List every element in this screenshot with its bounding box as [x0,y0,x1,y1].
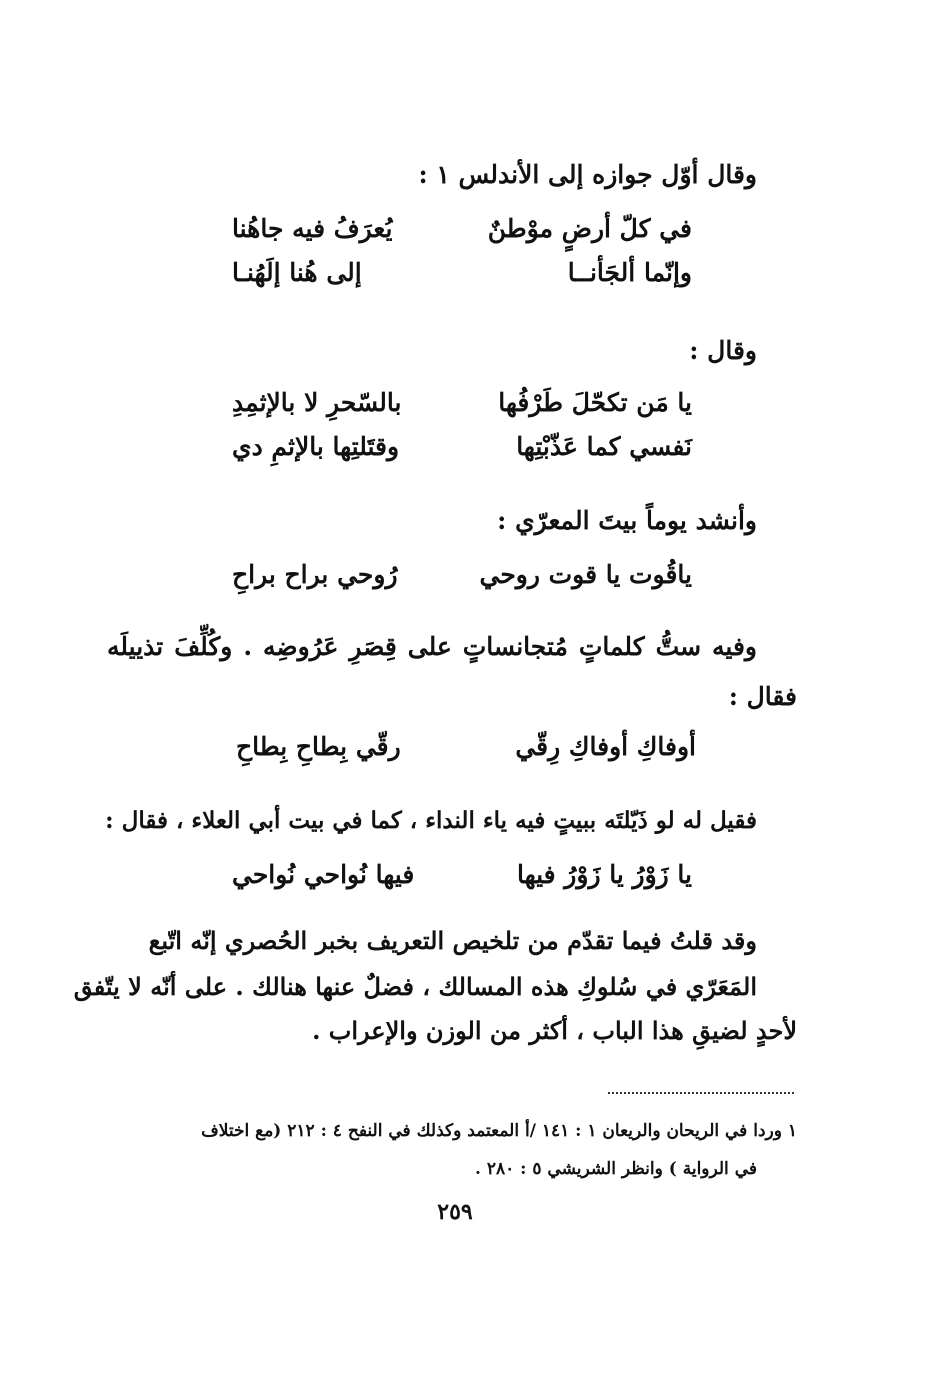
verse-5-first-hemistich: ياقُوت يا قوت روحي [479,560,692,589]
paragraph-1-line-2: فقال : [728,682,797,711]
verse-7-second-hemistich: فيها نُواحي نُواحي [232,860,415,889]
paragraph-3-line-2: المَعَرّي في سُلوكِ هذه المسالك ، فضلٌ عنها هنالك . على أنّه لا يتّفق [73,972,757,1001]
verse-2 [232,256,692,290]
verse-6-second-hemistich: رقّي بِطاحِ بِطاحِ [236,732,401,761]
page-number: ٢٥٩ [437,1199,473,1225]
verse-1-first-hemistich: في كلّ أرضٍ موْطنٌ [487,214,692,243]
paragraph-3-line-3: لأحدٍ لضيقِ هذا الباب ، أكثر من الوزن والإعراب . [312,1016,797,1045]
paragraph-1-line-1: وفيه ستُّ كلماتٍ مُتجانساتٍ على قِصَرِ عَرُوضِه . وكُلِّفَ تذييلَه [107,632,757,661]
verse-3 [232,386,692,420]
paragraph-3-line-1: وقد قلتُ فيما تقدّم من تلخيص التعريف بخبر الحُصري إنّه اتّبع [148,926,757,955]
verse-4-second-hemistich: وقتَلتِها بالإثمِ دي [232,432,400,461]
footnote-line-1: ١ وردا في الريحان والريعان ١ : ١٤١ /أ المعتمد وكذلك في النفح ٤ : ٢١٢ (مع اختلاف [201,1121,797,1141]
paragraph-2: فقيل له لو ذَيّلتَه ببيتٍ فيه ياء النداء ، كما في بيت أبي العلاء ، فقال : [105,807,757,834]
verse-4 [232,430,692,464]
verse-5-second-hemistich: رُوحي براح براحِ [232,560,398,589]
intro-line-andalus: وقال أوّل جوازه إلى الأندلس ١ : [418,160,757,189]
verse-3-second-hemistich: بالسّحرِ لا بالإثمِدِ [232,388,402,417]
verse-1 [232,212,692,246]
intro-line-said: وقال : [689,336,757,365]
verse-2-first-hemistich: وإنّما ألجَأنــا [567,258,692,287]
verse-6 [236,730,696,764]
verse-2-second-hemistich: إلى هُنا إلَهُنـا [232,258,362,287]
intro-line-recited: وأنشد يوماً بيتَ المعرّي : [497,506,757,535]
verse-3-first-hemistich: يا مَن تكحّلَ طَرْفُها [498,388,692,417]
verse-7-first-hemistich: يا زَوْرُ يا زَوْرُ فيها [516,860,692,889]
verse-5 [232,558,692,592]
verse-6-first-hemistich: أوفاكِ أوفاكِ رِقّي [515,732,696,761]
verse-1-second-hemistich: يُعرَفُ فيه جاهُنا [232,214,393,243]
verse-4-first-hemistich: نَفسي كما عَذّبْتِها [516,432,692,461]
footnote-separator [608,1092,794,1094]
verse-7 [232,858,692,892]
footnote-line-2: في الرواية ) وانظر الشريشي ٥ : ٢٨٠ . [474,1159,757,1179]
